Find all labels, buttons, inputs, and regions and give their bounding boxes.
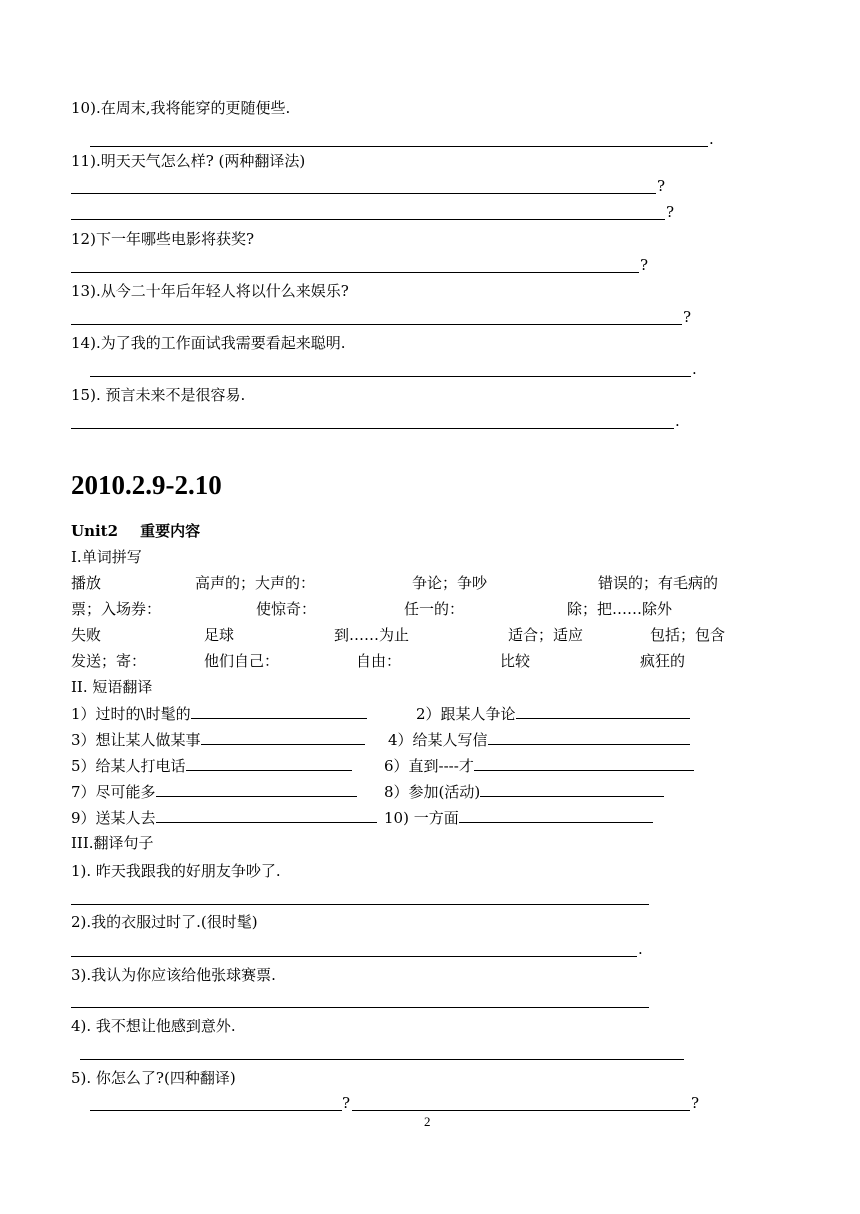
question-12: 12)下一年哪些电影将获奖? [71, 230, 254, 248]
vocab-word: 足球 [204, 626, 235, 644]
phrase-item [384, 808, 653, 827]
vocab-word: 比较 [500, 652, 531, 670]
sentence-answer-line[interactable] [90, 1110, 342, 1111]
sentence-answer-end: ? [342, 1094, 351, 1112]
sentence-item: 3).我认为你应该给他张球赛票. [71, 966, 276, 984]
answer-end-15: . [675, 412, 680, 430]
phrase-label: 9）送某人去 [71, 809, 156, 827]
phrase-item [71, 730, 365, 749]
vocab-word: 失败 [71, 626, 102, 644]
sentence-item: 1). 昨天我跟我的好朋友争吵了. [71, 862, 281, 880]
sentence-answer-line[interactable] [71, 956, 637, 957]
answer-end-13: ? [683, 308, 692, 326]
phrase-item [71, 782, 357, 801]
answer-line-12[interactable] [71, 272, 639, 273]
unit-title [71, 522, 200, 540]
vocab-word: 除；把……除外 [567, 600, 673, 618]
sentence-item: 2).我的衣服过时了.(很时髦) [71, 913, 258, 931]
phrase-label: 6）直到----才 [384, 757, 474, 775]
sentence-item: 5). 你怎么了?(四种翻译) [71, 1069, 236, 1087]
sentence-answer-line[interactable] [80, 1059, 684, 1060]
vocab-word: 争论；争吵 [412, 574, 488, 592]
phrase-label: 2）跟某人争论 [416, 705, 516, 723]
phrase-label: 5）给某人打电话 [71, 757, 186, 775]
phrase-blank[interactable] [186, 756, 352, 771]
answer-line-15[interactable] [71, 428, 674, 429]
vocab-word: 使惊奇： [256, 600, 317, 618]
question-11: 11).明天天气怎么样? (两种翻译法) [71, 152, 306, 170]
answer-end-14: . [692, 360, 697, 378]
question-14: 14).为了我的工作面试我需要看起来聪明. [71, 334, 346, 352]
phrase-blank[interactable] [474, 756, 694, 771]
vocab-word: 任一的： [404, 600, 465, 618]
phrase-blank[interactable] [191, 704, 367, 719]
question-10: 10).在周末,我将能穿的更随便些. [71, 99, 291, 117]
sentence-answer-line[interactable] [352, 1110, 690, 1111]
section-3-title: III.翻译句子 [71, 834, 154, 852]
answer-line-11b[interactable] [71, 219, 665, 220]
phrase-blank[interactable] [488, 730, 690, 745]
question-13: 13).从今二十年后年轻人将以什么来娱乐? [71, 282, 349, 300]
phrase-label: 8）参加(活动) [384, 783, 481, 801]
phrase-item [384, 756, 694, 775]
page-number: 2 [424, 1114, 431, 1129]
vocab-word: 票；入场券： [71, 600, 162, 618]
sentence-answer-end: . [638, 940, 643, 958]
phrase-blank[interactable] [459, 808, 653, 823]
vocab-word: 发送；寄： [71, 652, 147, 670]
phrase-blank[interactable] [480, 782, 664, 797]
vocab-word: 到……为止 [334, 626, 410, 644]
phrase-item [71, 756, 352, 775]
phrase-item [388, 730, 690, 749]
phrase-item [71, 808, 377, 827]
answer-line-14[interactable] [90, 376, 691, 377]
phrase-label: 4）给某人写信 [388, 731, 488, 749]
vocab-word: 播放 [71, 574, 102, 592]
sentence-item: 4). 我不想让他感到意外. [71, 1017, 236, 1035]
vocab-word: 错误的；有毛病的 [598, 574, 719, 592]
vocab-word: 他们自己： [204, 652, 280, 670]
sentence-answer-line[interactable] [71, 904, 649, 905]
answer-end-10: . [709, 130, 714, 148]
answer-end-11b: ? [666, 203, 675, 221]
phrase-label: 10) 一方面 [384, 809, 459, 827]
phrase-blank[interactable] [516, 704, 690, 719]
answer-end-11a: ? [657, 177, 666, 195]
answer-line-11a[interactable] [71, 193, 656, 194]
phrase-item [416, 704, 690, 723]
sentence-answer-end: ? [691, 1094, 700, 1112]
vocab-word: 适合；适应 [508, 626, 584, 644]
phrase-label: 7）尽可能多 [71, 783, 156, 801]
section-1-title: I.单词拼写 [71, 548, 142, 566]
sentence-answer-line[interactable] [71, 1007, 649, 1008]
vocab-word: 自由： [356, 652, 402, 670]
unit-name: Unit2 [71, 522, 119, 540]
phrase-item [384, 782, 664, 801]
question-15: 15). 预言未来不是很容易. [71, 386, 246, 404]
date-heading: 2010.2.9-2.10 [71, 470, 222, 500]
answer-line-13[interactable] [71, 324, 682, 325]
phrase-label: 1）过时的\时髦的 [71, 705, 191, 723]
phrase-label: 3）想让某人做某事 [71, 731, 201, 749]
phrase-item [71, 704, 367, 723]
vocab-word: 高声的；大声的： [195, 574, 316, 592]
section-2-title: II. 短语翻译 [71, 678, 153, 696]
unit-subtitle: 重要内容 [140, 522, 201, 540]
vocab-word: 包括；包含 [650, 626, 726, 644]
phrase-blank[interactable] [201, 730, 365, 745]
answer-line-10[interactable] [90, 146, 708, 147]
phrase-blank[interactable] [156, 782, 357, 797]
vocab-word: 疯狂的 [640, 652, 686, 670]
phrase-blank[interactable] [156, 808, 377, 823]
answer-end-12: ? [640, 256, 649, 274]
